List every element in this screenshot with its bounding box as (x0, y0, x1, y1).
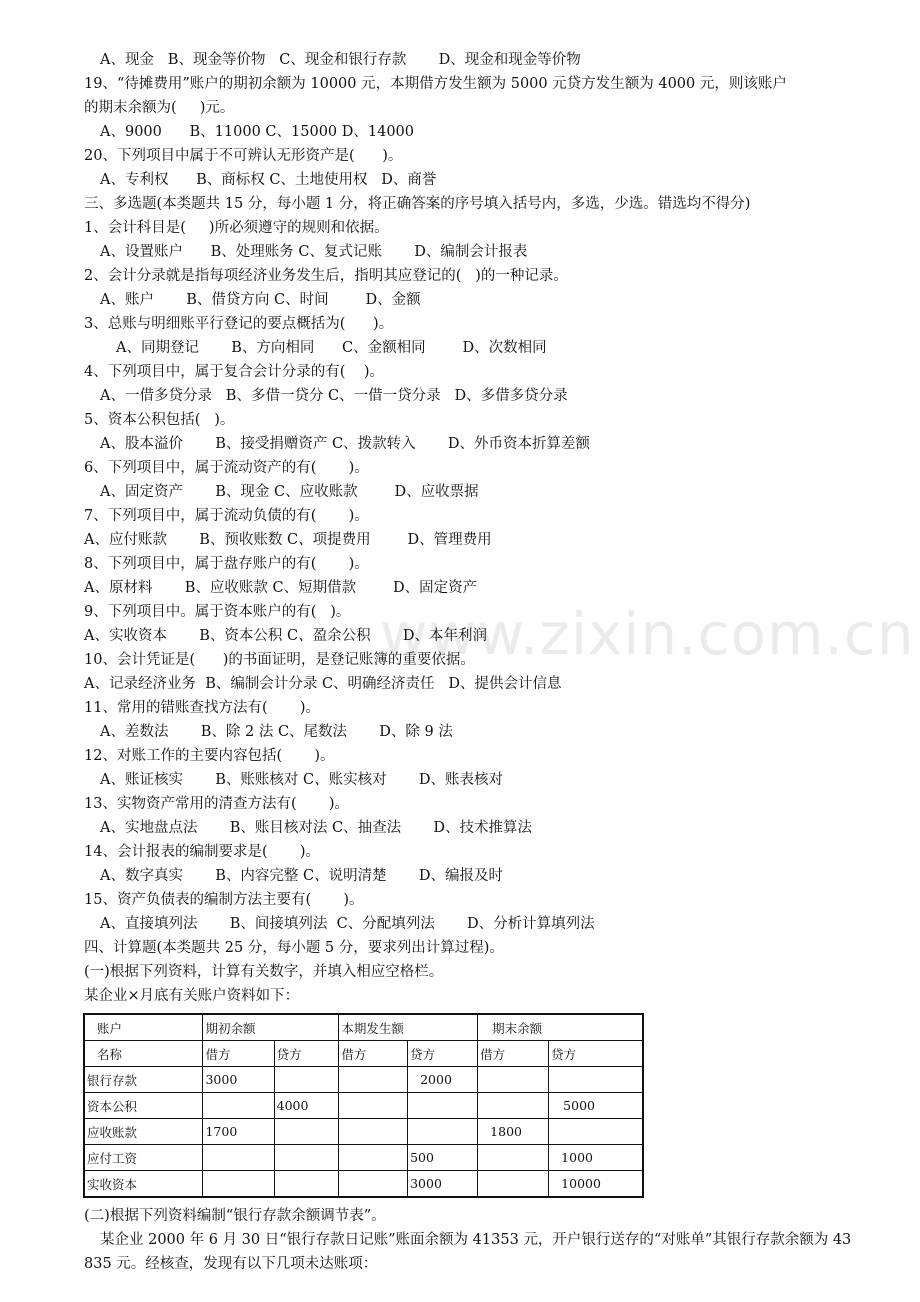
m2-stem: 2、会计分录就是指每项经济业务发生后，指明其应登记的( )的一种记录。 (84, 268, 568, 284)
header-name: 名称 (84, 1041, 203, 1067)
m10-stem: 10、会计凭证是( )的书面证明，是登记账簿的重要依据。 (84, 652, 475, 668)
header-debit: 借方 (203, 1041, 274, 1067)
cell-account-name: 应付工资 (84, 1145, 203, 1171)
cell-value: 5000 (549, 1093, 643, 1119)
table-row (84, 1093, 643, 1119)
table-header-row (84, 1014, 643, 1041)
header-credit: 贷方 (274, 1041, 339, 1067)
m3-stem: 3、总账与明细账平行登记的要点概括为( )。 (84, 316, 394, 332)
table-row (84, 1171, 643, 1198)
m4-stem: 4、下列项目中，属于复合会计分录的有( )。 (84, 364, 384, 380)
cell-value: 1800 (478, 1119, 549, 1145)
cell-account-name: 应收账款 (84, 1119, 203, 1145)
calc2-instruction: (二)根据下列资料编制“银行存款余额调节表”。 (84, 1208, 386, 1224)
cell-value (274, 1171, 339, 1198)
cell-value (339, 1171, 408, 1198)
cell-value (339, 1067, 408, 1093)
cell-value: 1700 (203, 1119, 274, 1145)
cell-value: 2000 (408, 1067, 478, 1093)
table-subheader-row (84, 1041, 643, 1067)
m12-options: A、账证核实 B、账账核对 C、账实核对 D、账表核对 (100, 772, 503, 788)
cell-value (274, 1067, 339, 1093)
cell-value (478, 1093, 549, 1119)
m6-stem: 6、下列项目中，属于流动资产的有( )。 (84, 460, 369, 476)
cell-value (203, 1171, 274, 1198)
header-credit: 贷方 (408, 1041, 478, 1067)
m7-stem: 7、下列项目中，属于流动负债的有( )。 (84, 508, 369, 524)
header-debit: 借方 (339, 1041, 408, 1067)
calc1-instruction: (一)根据下列资料，计算有关数字，并填入相应空格栏。 (84, 964, 444, 980)
q20-stem: 20、下列项目中属于不可辨认无形资产是( )。 (84, 148, 403, 164)
cell-value (478, 1145, 549, 1171)
cell-value (408, 1119, 478, 1145)
table-row (84, 1067, 643, 1093)
header-opening-balance: 期初余额 (203, 1014, 339, 1041)
section4-heading: 四、计算题(本类题共 25 分，每小题 5 分，要求列出计算过程)。 (84, 940, 504, 956)
cell-account-name: 实收资本 (84, 1171, 203, 1198)
cell-value: 500 (408, 1145, 478, 1171)
m1-options: A、设置账户 B、处理账务 C、复式记账 D、编制会计报表 (100, 244, 528, 260)
q20-options: A、专利权 B、商标权 C、土地使用权 D、商誉 (100, 172, 437, 188)
table-row (84, 1119, 643, 1145)
cell-value (478, 1067, 549, 1093)
m8-options: A、原材料 B、应收账款 C、短期借款 D、固定资产 (84, 580, 478, 596)
m14-stem: 14、会计报表的编制要求是( )。 (84, 844, 321, 860)
header-debit: 借方 (478, 1041, 549, 1067)
header-credit: 贷方 (549, 1041, 643, 1067)
m5-stem: 5、资本公积包括( )。 (84, 412, 235, 428)
m10-options: A、记录经济业务 B、编制会计分录 C、明确经济责任 D、提供会计信息 (84, 676, 562, 692)
header-closing-balance: 期末余额 (478, 1014, 643, 1041)
cell-value (478, 1171, 549, 1198)
m14-options: A、数字真实 B、内容完整 C、说明清楚 D、编报及时 (100, 868, 503, 884)
cell-account-name: 银行存款 (84, 1067, 203, 1093)
q19-stem-line2: 的期末余额为( )元。 (84, 100, 235, 116)
header-account: 账户 (84, 1014, 203, 1041)
calc2-paragraph-text: 某企业 2000 年 6 月 30 日“银行存款日记账”账面余额为 41353 元，开户银行送存的“对账单”其银行存款余额为 43 835 元。经核查，发现有以下几项未达账项： (84, 1232, 852, 1272)
m11-stem: 11、常用的错账查找方法有( )。 (84, 700, 321, 716)
calc2-paragraph (84, 1228, 854, 1276)
m15-options: A、直接填列法 B、间接填列法 C、分配填列法 D、分析计算填列法 (100, 916, 595, 932)
cell-value (549, 1067, 643, 1093)
cell-value (339, 1119, 408, 1145)
cell-value (408, 1093, 478, 1119)
m13-options: A、实地盘点法 B、账目核对法 C、抽查法 D、技术推算法 (100, 820, 532, 836)
header-period-amount: 本期发生额 (339, 1014, 478, 1041)
m6-options: A、固定资产 B、现金 C、应收账款 D、应收票据 (100, 484, 479, 500)
m4-options: A、一借多贷分录 B、多借一贷分 C、一借一贷分录 D、多借多贷分录 (100, 388, 568, 404)
cell-value (339, 1145, 408, 1171)
cell-value (203, 1093, 274, 1119)
m13-stem: 13、实物资产常用的清查方法有( )。 (84, 796, 350, 812)
cell-value: 1000 (549, 1145, 643, 1171)
m12-stem: 12、对账工作的主要内容包括( )。 (84, 748, 335, 764)
m11-options: A、差数法 B、除 2 法 C、尾数法 D、除 9 法 (100, 724, 453, 740)
section3-heading: 三、多选题(本类题共 15 分，每小题 1 分，将正确答案的序号填入括号内，多选，少选。错选均不得分) (84, 196, 751, 212)
cell-value: 3000 (203, 1067, 274, 1093)
cell-account-name: 资本公积 (84, 1093, 203, 1119)
m2-options: A、账户 B、借贷方向 C、时间 D、金额 (100, 292, 421, 308)
m1-stem: 1、会计科目是( )所必须遵守的规则和依据。 (84, 220, 389, 236)
account-table (83, 1013, 644, 1198)
m15-stem: 15、资产负债表的编制方法主要有( )。 (84, 892, 364, 908)
m7-options: A、应付账款 B、预收账数 C、项提费用 D、管理费用 (84, 532, 492, 548)
cell-value (549, 1119, 643, 1145)
m3-options: A、同期登记 B、方向相同 C、金额相同 D、次数相同 (116, 340, 547, 356)
m9-options: A、实收资本 B、资本公积 C、盈余公积 D、本年利润 (84, 628, 487, 644)
cell-value: 3000 (408, 1171, 478, 1198)
watermark: www.zixin.com.cn (380, 600, 915, 668)
cell-value (274, 1119, 339, 1145)
m8-stem: 8、下列项目中，属于盘存账户的有( )。 (84, 556, 369, 572)
m9-stem: 9、下列项目中。属于资本账户的有( )。 (84, 604, 351, 620)
table-row (84, 1145, 643, 1171)
cell-value (339, 1093, 408, 1119)
cell-value: 10000 (549, 1171, 643, 1198)
calc1-intro: 某企业×月底有关账户资料如下： (84, 988, 300, 1004)
m5-options: A、股本溢价 B、接受捐赠资产 C、拨款转入 D、外币资本折算差额 (100, 436, 590, 452)
cell-value: 4000 (274, 1093, 339, 1119)
cell-value (203, 1145, 274, 1171)
q18-options: A、现金 B、现金等价物 C、现金和银行存款 D、现金和现金等价物 (100, 52, 581, 68)
q19-stem-line1: 19、“待摊费用”账户的期初余额为 10000 元，本期借方发生额为 5000 元贷方发生额为 4000 元，则该账户 (84, 76, 787, 92)
cell-value (274, 1145, 339, 1171)
q19-options: A、9000 B、11000 C、15000 D、14000 (100, 124, 415, 140)
